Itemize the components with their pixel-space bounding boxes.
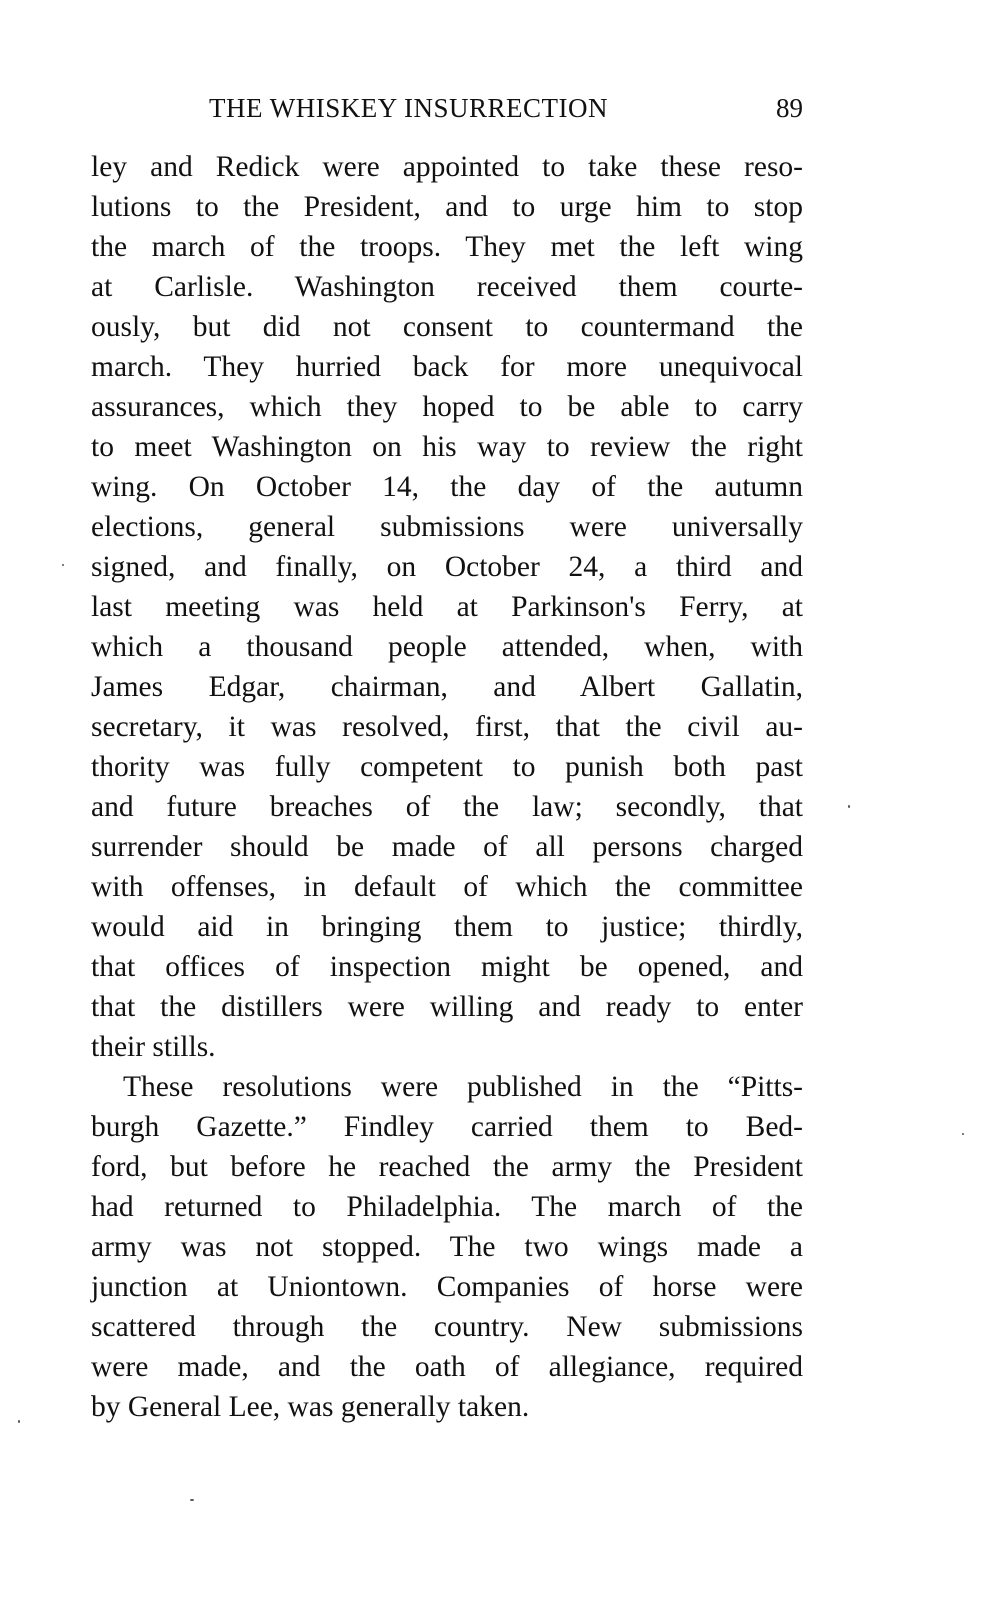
paragraph-end-line: by General Lee, was generally taken.	[91, 1391, 530, 1423]
text-line: thority was fully competent to punish both past	[91, 751, 803, 783]
text-line: ford, but before he reached the army the President	[91, 1151, 803, 1183]
text-line: army was not stopped. The two wings made a	[91, 1231, 803, 1263]
scan-speck	[848, 805, 850, 808]
page-header	[91, 88, 803, 128]
text-line: lutions to the President, and to urge him to stop	[91, 191, 803, 223]
text-line: ously, but did not consent to countermand the	[91, 311, 803, 343]
paragraph-start-line: These resolutions were published in the “Pitts-	[123, 1071, 803, 1103]
text-line: the march of the troops. They met the left wing	[91, 231, 803, 263]
text-line: ley and Redick were appointed to take these reso-	[91, 151, 803, 183]
text-line: secretary, it was resolved, first, that the civil au-	[91, 711, 803, 743]
text-line: elections, general submissions were universally	[91, 511, 803, 543]
text-line: scattered through the country. New submissions	[91, 1311, 803, 1343]
paragraph-end-line: their stills.	[91, 1031, 216, 1063]
text-line: and future breaches of the law; secondly, that	[91, 791, 803, 823]
text-line: junction at Uniontown. Companies of horse were	[91, 1271, 803, 1303]
text-line: which a thousand people attended, when, with	[91, 631, 803, 663]
text-line: signed, and finally, on October 24, a third and	[91, 551, 803, 583]
text-line: last meeting was held at Parkinson's Ferry, at	[91, 591, 803, 623]
running-title: THE WHISKEY INSURRECTION	[209, 93, 608, 123]
text-line: to meet Washington on his way to review the right	[91, 431, 803, 463]
text-line: were made, and the oath of allegiance, required	[91, 1351, 803, 1383]
text-line: march. They hurried back for more unequivocal	[91, 351, 803, 383]
text-line: would aid in bringing them to justice; thirdly,	[91, 911, 803, 943]
scan-speck	[190, 1499, 194, 1501]
text-line: James Edgar, chairman, and Albert Gallatin,	[91, 671, 803, 703]
page-number: 89	[776, 93, 803, 123]
body-text	[91, 147, 803, 1427]
text-line: had returned to Philadelphia. The march of the	[91, 1191, 803, 1223]
scan-speck	[18, 1420, 20, 1423]
text-line: burgh Gazette.” Findley carried them to Bed-	[91, 1111, 803, 1143]
scan-speck	[62, 564, 64, 566]
text-line: wing. On October 14, the day of the autumn	[91, 471, 803, 503]
text-line: surrender should be made of all persons charged	[91, 831, 803, 863]
scan-speck	[962, 1133, 964, 1135]
text-line: that offices of inspection might be opened, and	[91, 951, 803, 983]
text-line: assurances, which they hoped to be able to carry	[91, 391, 803, 423]
text-line: at Carlisle. Washington received them courte-	[91, 271, 803, 303]
text-line: that the distillers were willing and ready to enter	[91, 991, 803, 1023]
text-line: with offenses, in default of which the committee	[91, 871, 803, 903]
